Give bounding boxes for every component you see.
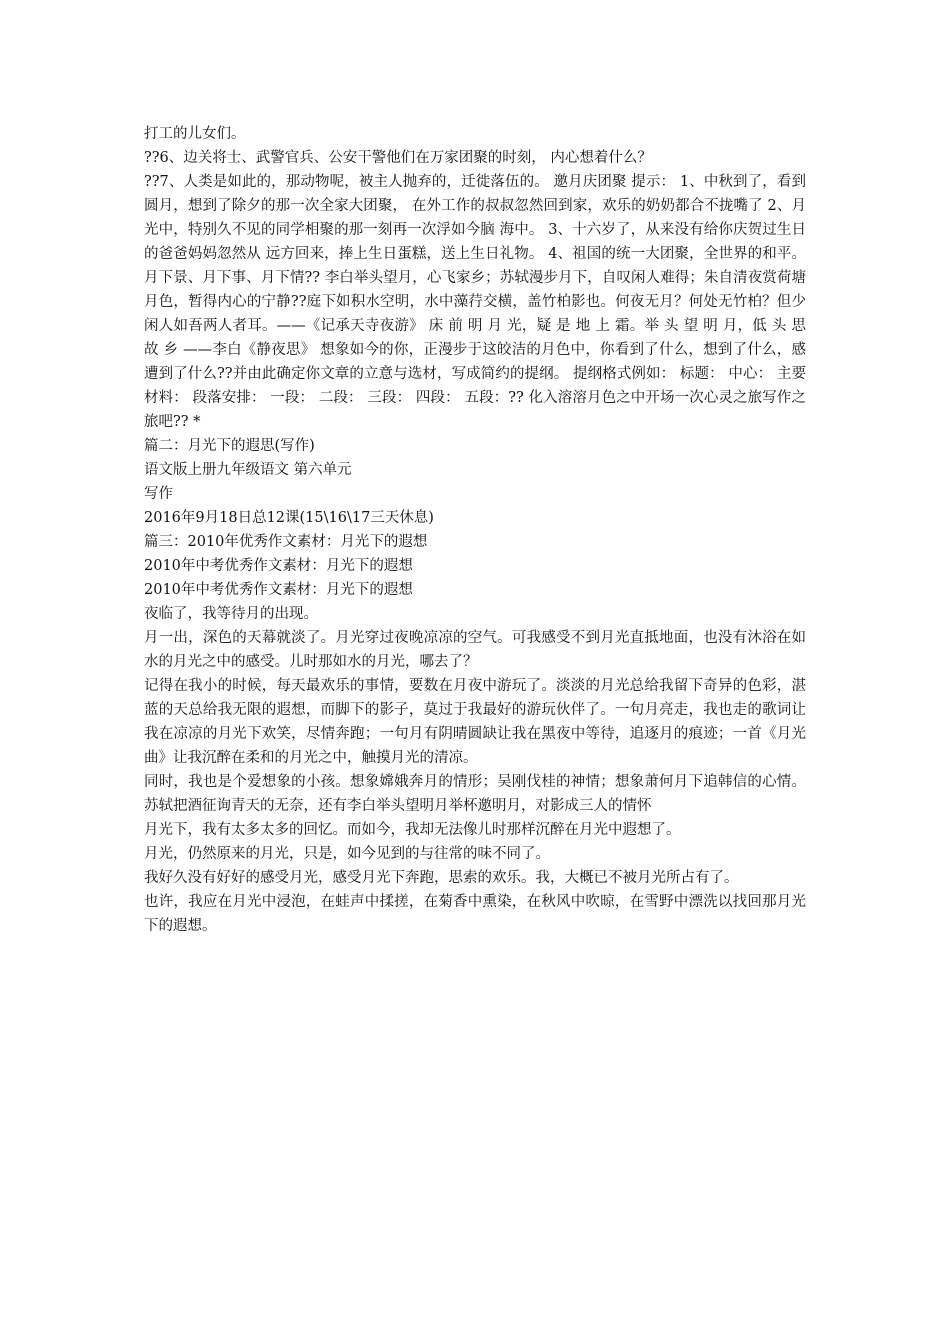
document-page (144, 122, 806, 938)
paragraph-10: 2010年中考优秀作文素材：月光下的遐想 (144, 582, 413, 598)
section-heading-2: 篇二：月光下的遐思(写作) (144, 438, 315, 454)
paragraph-2: ??6、边关将士、武警官兵、公安干警他们在万家团聚的时刻， 内心想着什么？ (144, 150, 652, 166)
paragraph-15: 月光下，我有太多太多的回忆。而如今，我却无法像儿时那样沉醉在月光中遐想了。 (144, 822, 681, 838)
paragraph-7: 2016年9月18日总12课(15\16\17三天休息) (144, 510, 434, 526)
section-heading-3: 篇三：2010年优秀作文素材：月光下的遐想 (144, 534, 428, 550)
paragraph-18: 也许，我应在月光中浸泡，在蛙声中揉搓，在菊香中熏染，在秋风中吹晾，在雪野中漂洗以找回那月光下的遐想。 (144, 894, 806, 934)
paragraph-11: 夜临了，我等待月的出现。 (144, 606, 318, 622)
paragraph-13: 记得在我小的时候，每天最欢乐的事情，要数在月夜中游玩了。淡淡的月光总给我留下奇异的色彩，湛蓝的天总给我无限的遐想，而脚下的影子，莫过于我最好的游玩伙伴了。一句月亮走，我也走的歌词让我在凉凉的月光下欢笑，尽情奔跑；一句月有阴晴圆缺让我在黑夜中等待，追逐月的痕迹；一首《月光曲》让我沉醉在柔和的月光之中，触摸月光的清凉。 (144, 678, 806, 766)
paragraph-12: 月一出，深色的天幕就淡了。月光穿过夜晚凉凉的空气。可我感受不到月光直抵地面，也没有沐浴在如水的月光之中的感受。儿时那如水的月光，哪去了？ (144, 630, 806, 670)
paragraph-9: 2010年中考优秀作文素材：月光下的遐想 (144, 558, 413, 574)
paragraph-14: 同时，我也是个爱想象的小孩。想象嫦娥奔月的情形；吴刚伐桂的神情；想象萧何月下追韩信的心情。苏轼把酒征询青天的无奈，还有李白举头望明月举杯邀明月，对影成三人的情怀 (144, 774, 806, 814)
paragraph-6: 写作 (144, 486, 173, 502)
paragraph-1: 打工的儿女们。 (144, 126, 246, 142)
paragraph-17: 我好久没有好好的感受月光，感受月光下奔跑，思索的欢乐。我，大概已不被月光所占有了。 (144, 870, 739, 886)
paragraph-5: 语文版上册九年级语文 第六单元 (144, 462, 352, 478)
paragraph-3: ??7、人类是如此的，那动物呢，被主人抛弃的，迁徙落伍的。 邀月庆团聚 提示： 1、中秋到了，看到圆月，想到了除夕的那一次全家大团聚， 在外工作的叔叔忽然回到家，欢乐的奶奶都合不拢嘴了 2、月光中，特别久不见的同学相聚的那一刻再一次浮如今脑 海中。 3、十六岁了，从来没有给你庆贺过生日的爸爸妈妈忽然从 远方回来，捧上生日蛋糕，送上生日礼物。 4、祖国的统一大团聚，全世界的和平。 月下景、月下事、月下情?? 李白举头望月，心飞家乡；苏轼漫步月下，自叹闲人难得；朱自清夜赏荷塘月色，暂得内心的宁静??庭下如积水空明，水中藻荇交横，盖竹柏影也。何夜无月？何处无竹柏？但少闲人如吾两人者耳。——《记承天寺夜游》 床 前 明 月 光，疑 是 地 上 霜。举 头 望 明 月，低 头 思 故 乡 ——李白《静夜思》 想象如今的你，正漫步于这皎洁的月色中，你看到了什么，想到了什么，感遭到了什么??并由此确定你文章的立意与选材，写成简约的提纲。 提纲格式例如： 标题： 中心： 主要材料： 段落安排： 一段： 二段： 三段： 四段： 五段：?? 化入溶溶月色之中开场一次心灵之旅写作之旅吧?? * (144, 174, 806, 430)
paragraph-16: 月光，仍然原来的月光，只是，如今见到的与往常的味不同了。 (144, 846, 550, 862)
